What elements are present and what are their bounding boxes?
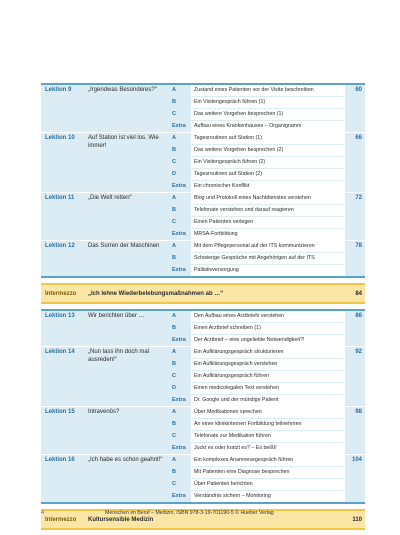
section-row[interactable] — [169, 157, 345, 169]
lesson-page-number: 78 — [345, 241, 365, 276]
lesson-row[interactable] — [41, 241, 365, 276]
section-row[interactable] — [169, 395, 345, 406]
section-letter: B — [169, 253, 191, 264]
section-text: Ein Visitengespräch führen (1) — [194, 99, 266, 105]
lesson-label: Lektion 15 — [45, 409, 75, 415]
section-letter: A — [169, 133, 191, 144]
lesson-row[interactable] — [41, 347, 365, 407]
section-text: Der Arztbrief – eine ungeliebte Notwendigkeit?! — [194, 337, 305, 343]
lesson-page-number: 98 — [345, 407, 365, 454]
section-text: Blog und Protokoll eines Nachtdienstes verstehen — [194, 195, 311, 201]
section-text: Einen Arztbrief schreiben (1) — [194, 325, 261, 331]
section-letter: B — [169, 419, 191, 430]
section-text: An einer klinikinternen Fortbildung teilnehmen — [194, 421, 302, 427]
section-text: Ein Visitengespräch führen (2) — [194, 159, 266, 165]
intermezzo-title: „Ich lehne Wiederbelebungsmaßnahmen ab …“ — [88, 290, 224, 297]
section-letter: Extra — [169, 335, 191, 346]
section-text: Tagesroutinen auf Station (1) — [194, 135, 263, 141]
section-letter: B — [169, 97, 191, 108]
section-list — [169, 407, 345, 454]
lesson-page-number: 72 — [345, 193, 365, 240]
section-text: Ein Aufklärungsgespräch strukturieren — [194, 349, 284, 355]
section-row[interactable] — [169, 443, 345, 454]
section-text: Dr. Google und der mündige Patient — [194, 397, 279, 403]
section-row[interactable] — [169, 205, 345, 217]
section-list — [169, 133, 345, 192]
lesson-title: „Nun lass ihn doch mal ausreden!“ — [88, 349, 150, 363]
section-letter: C — [169, 371, 191, 382]
section-letter: Extra — [169, 395, 191, 406]
intermezzo-row-1[interactable] — [41, 283, 365, 304]
section-list — [169, 311, 345, 346]
section-letter: Extra — [169, 121, 191, 132]
section-text: Aufbau eines Krankenhauses – Organigramm — [194, 123, 302, 129]
section-letter: C — [169, 431, 191, 442]
section-row[interactable] — [169, 109, 345, 121]
section-text: Telefonate verstehen und darauf reagieren — [194, 207, 294, 213]
section-text: Telefonate zur Medikation führen — [194, 433, 271, 439]
lesson-page-number: 60 — [345, 85, 365, 132]
intermezzo-page: 110 — [352, 516, 362, 523]
section-row[interactable] — [169, 311, 345, 323]
section-list — [169, 347, 345, 406]
section-row[interactable] — [169, 479, 345, 491]
section-row[interactable] — [169, 169, 345, 181]
section-row[interactable] — [169, 491, 345, 502]
section-text: Zustand eines Patienten vor der Visite beschreiben — [194, 87, 314, 93]
section-row[interactable] — [169, 241, 345, 253]
lesson-row[interactable] — [41, 311, 365, 347]
section-letter: B — [169, 359, 191, 370]
page-number: 4 — [41, 510, 45, 516]
section-text: Juckt es oder kratzt es? – Es beißt! — [194, 445, 277, 451]
section-row[interactable] — [169, 455, 345, 467]
section-row[interactable] — [169, 431, 345, 443]
lesson-title: „Irgendwas Besonderes?“ — [88, 87, 157, 93]
section-row[interactable] — [169, 145, 345, 157]
lesson-title: Intravenös? — [88, 409, 120, 415]
lesson-page-number: 104 — [345, 455, 365, 502]
section-list — [169, 455, 345, 502]
intermezzo-label: Intermezzo — [45, 290, 77, 297]
section-row[interactable] — [169, 217, 345, 229]
lesson-page-number: 92 — [345, 347, 365, 406]
section-list — [169, 85, 345, 132]
section-row[interactable] — [169, 97, 345, 109]
section-row[interactable] — [169, 359, 345, 371]
section-text: Mit Patienten eine Diagnose besprechen — [194, 469, 290, 475]
section-row[interactable] — [169, 407, 345, 419]
section-row[interactable] — [169, 85, 345, 97]
section-text: Tagesroutinen auf Station (2) — [194, 171, 263, 177]
lesson-label: Lektion 16 — [45, 457, 75, 463]
section-letter: Extra — [169, 181, 191, 192]
section-row[interactable] — [169, 371, 345, 383]
section-row[interactable] — [169, 121, 345, 132]
lesson-title: Das Surren der Maschinen — [88, 243, 160, 249]
section-letter: A — [169, 193, 191, 204]
section-text: Das weitere Vorgehen besprechen (2) — [194, 147, 284, 153]
section-text: Das weitere Vorgehen besprechen (1) — [194, 111, 284, 117]
lesson-row[interactable] — [41, 133, 365, 193]
section-row[interactable] — [169, 181, 345, 192]
section-row[interactable] — [169, 335, 345, 346]
lesson-label: Lektion 11 — [45, 195, 75, 201]
table-of-contents — [41, 83, 365, 535]
lessons-block-1 — [41, 83, 365, 278]
section-letter: B — [169, 145, 191, 156]
section-letter: A — [169, 455, 191, 466]
section-letter: A — [169, 311, 191, 322]
lesson-label: Lektion 13 — [45, 313, 75, 319]
section-letter: D — [169, 383, 191, 394]
section-row[interactable] — [169, 193, 345, 205]
section-text: Ein chronischer Konflikt — [194, 183, 250, 189]
section-row[interactable] — [169, 229, 345, 240]
section-row[interactable] — [169, 133, 345, 145]
intermezzo-title: Kultursensible Medizin — [88, 516, 154, 523]
section-text: Ein Aufklärungsgespräch verstehen — [194, 361, 278, 367]
section-list — [169, 193, 345, 240]
lesson-label: Lektion 10 — [45, 135, 75, 141]
section-letter: Extra — [169, 443, 191, 454]
footer-credit: Menschen im Beruf – Medizin, ISBN 978-3-19-701190-5 © Hueber Verlag — [105, 510, 274, 516]
section-letter: Extra — [169, 229, 191, 240]
section-text: Palliativversorgung — [194, 267, 239, 273]
section-letter: A — [169, 241, 191, 252]
section-row[interactable] — [169, 265, 345, 276]
lesson-title: Auf Station ist viel los. Wie immer! — [88, 135, 159, 149]
section-row[interactable] — [169, 253, 345, 265]
section-letter: Extra — [169, 491, 191, 502]
section-text: Ein Aufklärungsgespräch führen — [194, 373, 270, 379]
section-letter: Extra — [169, 265, 191, 276]
section-letter: A — [169, 407, 191, 418]
section-letter: C — [169, 217, 191, 228]
section-letter: B — [169, 323, 191, 334]
section-letter: D — [169, 169, 191, 180]
section-row[interactable] — [169, 383, 345, 395]
lesson-row[interactable] — [41, 407, 365, 455]
section-letter: B — [169, 205, 191, 216]
lesson-row[interactable] — [41, 193, 365, 241]
section-list — [169, 241, 345, 276]
lesson-title: „Ich habe es schon geahnt!“ — [88, 457, 163, 463]
section-letter: A — [169, 347, 191, 358]
section-text: Über Medikationen sprechen — [194, 409, 262, 415]
section-text: MRSA-Fortbildung — [194, 231, 238, 237]
section-letter: B — [169, 467, 191, 478]
intermezzo-label: Intermezzo — [45, 516, 77, 523]
section-letter: C — [169, 479, 191, 490]
section-text: Über Patienten berichten — [194, 481, 253, 487]
lesson-title: „Die Welt retten“ — [88, 195, 132, 201]
section-letter: C — [169, 157, 191, 168]
lesson-row[interactable] — [41, 455, 365, 502]
lesson-title: Wir berichten über … — [88, 313, 145, 319]
section-letter: A — [169, 85, 191, 96]
section-row[interactable] — [169, 323, 345, 335]
lesson-row[interactable] — [41, 85, 365, 133]
lesson-page-number: 66 — [345, 133, 365, 192]
section-row[interactable] — [169, 419, 345, 431]
section-text: Den Aufbau eines Arztbriefs verstehen — [194, 313, 285, 319]
lesson-label: Lektion 12 — [45, 243, 75, 249]
section-text: Ein komplexes Anamnesegespräch führen — [194, 457, 294, 463]
section-text: Einen Patienten verlegen — [194, 219, 254, 225]
lesson-label: Lektion 14 — [45, 349, 75, 355]
section-letter: C — [169, 109, 191, 120]
section-text: Verständnis sichern – Monitoring — [194, 493, 271, 499]
section-text: Mit dem Pflegepersonal auf der ITS kommunizieren — [194, 243, 315, 249]
lessons-block-2 — [41, 309, 365, 504]
lesson-label: Lektion 9 — [45, 87, 72, 93]
section-text: Schwierige Gespräche mit Angehörigen auf der ITS — [194, 255, 315, 261]
section-row[interactable] — [169, 347, 345, 359]
intermezzo-page: 84 — [355, 290, 362, 297]
section-row[interactable] — [169, 467, 345, 479]
lesson-page-number: 86 — [345, 311, 365, 346]
section-text: Einen medicolegalen Text verstehen — [194, 385, 280, 391]
